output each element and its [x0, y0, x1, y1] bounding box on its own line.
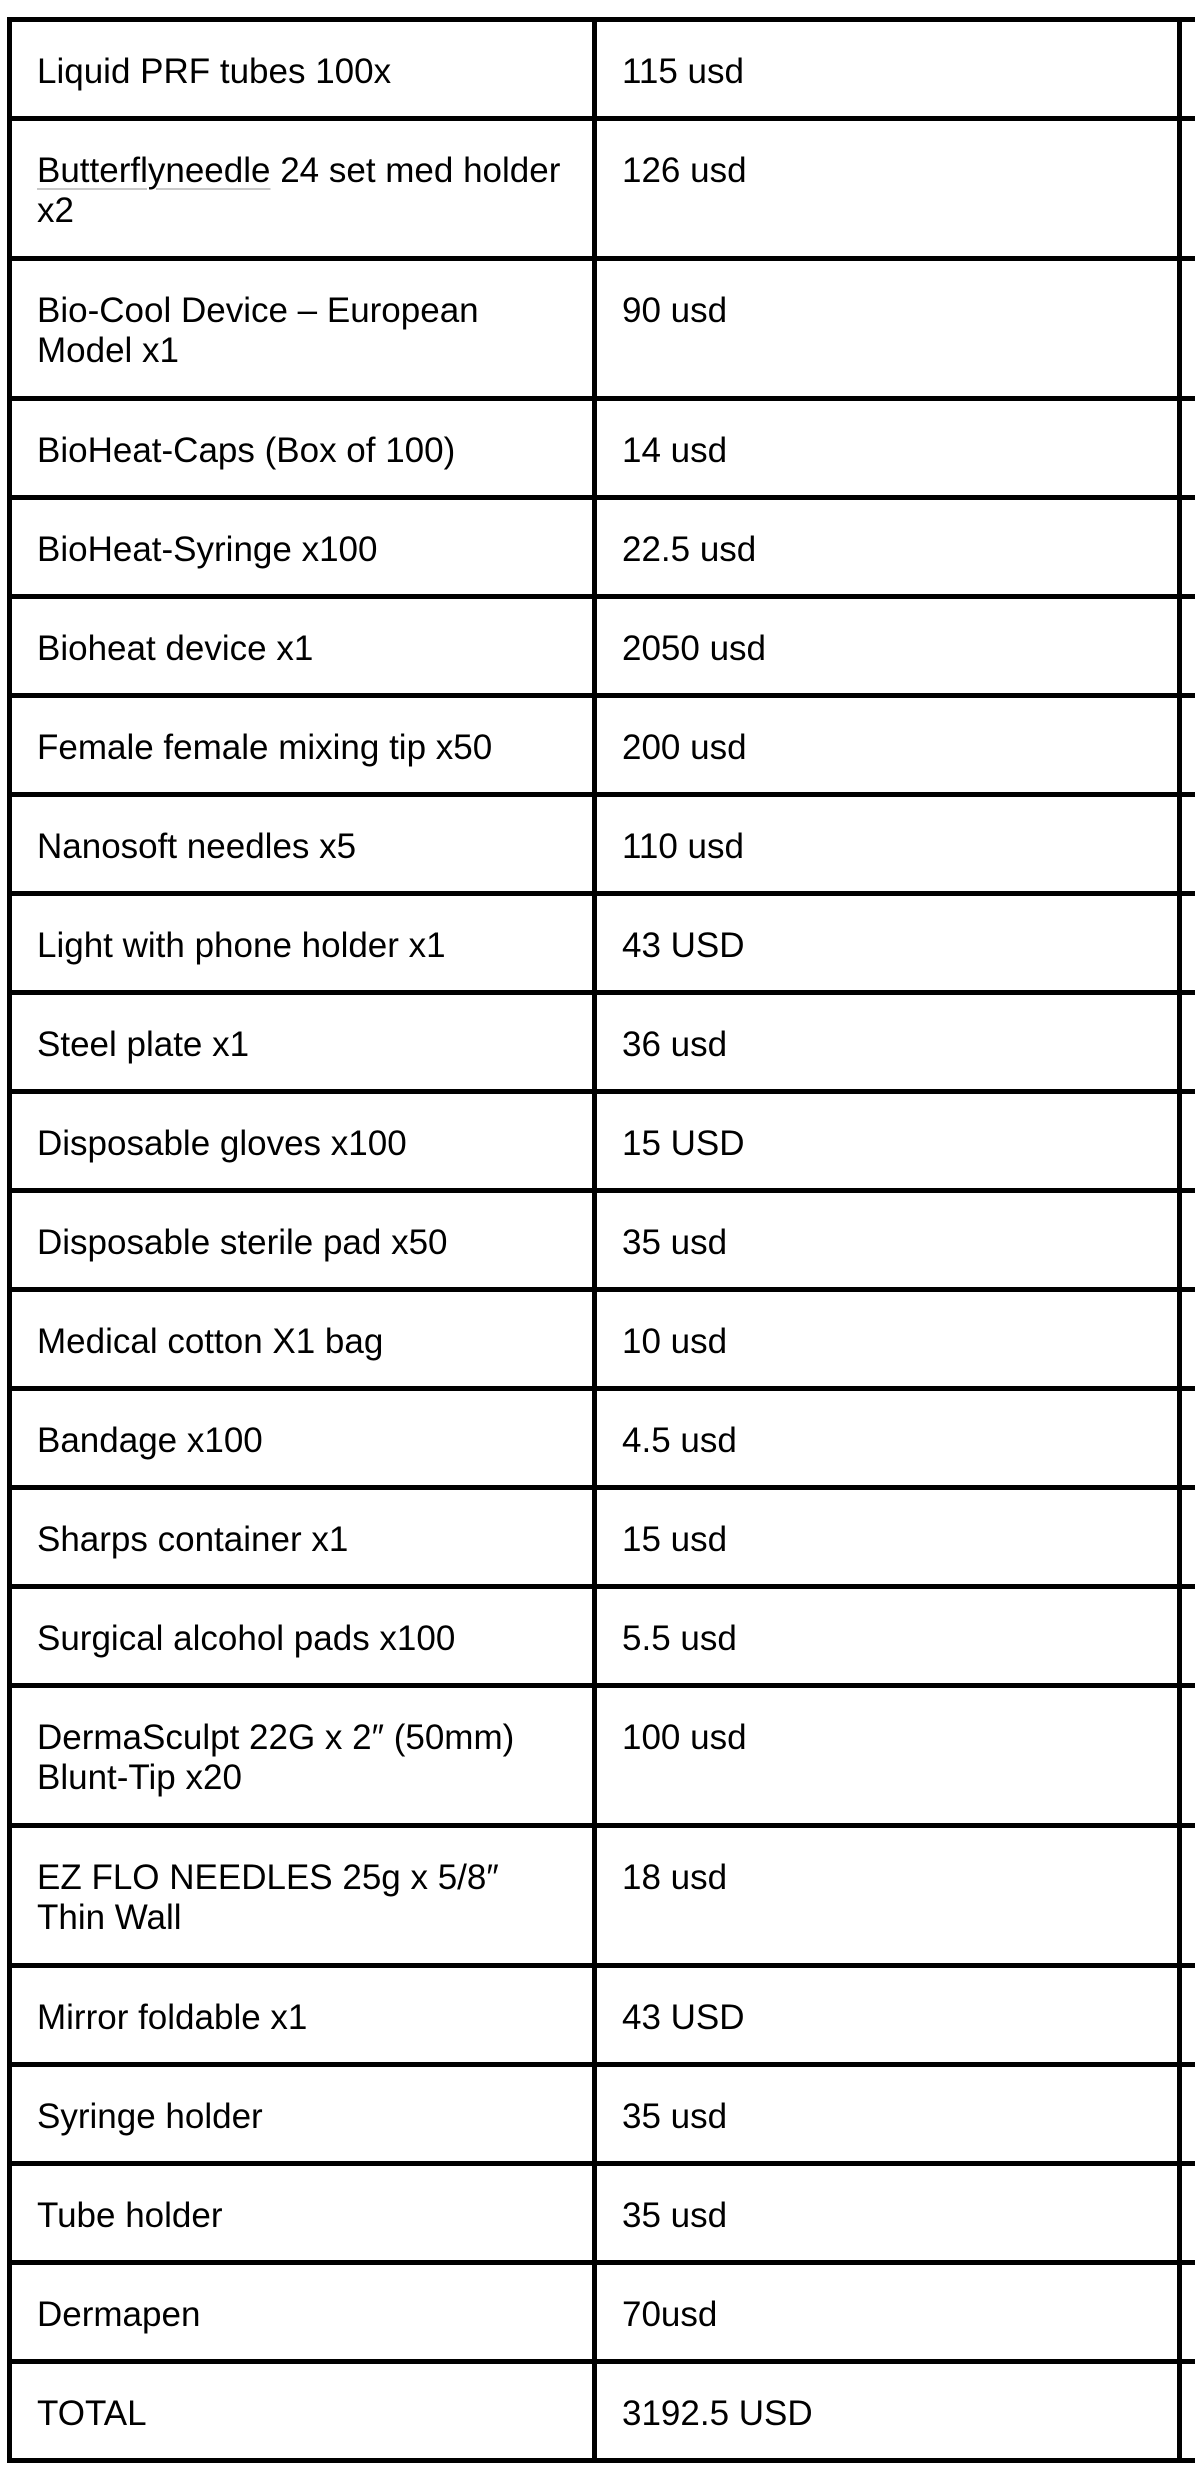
price-cell: 18 usd — [595, 1826, 1180, 1966]
extra-cell — [1180, 993, 1195, 1092]
extra-cell — [1180, 894, 1195, 993]
spell-flagged-word: Butterflyneedle — [37, 151, 271, 190]
item-name-cell: Female female mixing tip x50 — [10, 696, 595, 795]
price-cell: 43 USD — [595, 894, 1180, 993]
table-row — [10, 993, 1195, 1092]
table-row — [10, 1290, 1195, 1389]
item-name-cell: Surgical alcohol pads x100 — [10, 1587, 595, 1686]
price-cell: 35 usd — [595, 1191, 1180, 1290]
item-name-cell: Steel plate x1 — [10, 993, 595, 1092]
price-cell: 15 usd — [595, 1488, 1180, 1587]
table-row — [10, 1826, 1195, 1966]
extra-cell — [1180, 2263, 1195, 2362]
item-name-cell: DermaSculpt 22G x 2″ (50mm) Blunt-Tip x20 — [10, 1686, 595, 1826]
price-cell: 14 usd — [595, 399, 1180, 498]
item-name-cell — [10, 119, 595, 259]
item-name-cell: Nanosoft needles x5 — [10, 795, 595, 894]
item-name-cell: Bio-Cool Device – European Model x1 — [10, 259, 595, 399]
extra-cell — [1180, 597, 1195, 696]
item-name-cell: Disposable gloves x100 — [10, 1092, 595, 1191]
item-name-cell: Bioheat device x1 — [10, 597, 595, 696]
table-row — [10, 1966, 1195, 2065]
price-cell: 200 usd — [595, 696, 1180, 795]
price-cell: 15 USD — [595, 1092, 1180, 1191]
table-row — [10, 1587, 1195, 1686]
table-row — [10, 2164, 1195, 2263]
price-cell: 43 USD — [595, 1966, 1180, 2065]
extra-cell — [1180, 1587, 1195, 1686]
table-row — [10, 259, 1195, 399]
extra-cell — [1180, 20, 1195, 119]
price-cell: 70usd — [595, 2263, 1180, 2362]
item-name-cell: Dermapen — [10, 2263, 595, 2362]
item-name-cell: Mirror foldable x1 — [10, 1966, 595, 2065]
item-name-cell: Light with phone holder x1 — [10, 894, 595, 993]
price-cell: 4.5 usd — [595, 1389, 1180, 1488]
price-cell: 2050 usd — [595, 597, 1180, 696]
item-name-rest: 24 set med holder x2 — [37, 151, 561, 230]
price-table — [7, 17, 1195, 2463]
extra-cell — [1180, 696, 1195, 795]
total-row — [10, 2362, 1195, 2461]
table-row — [10, 399, 1195, 498]
extra-cell — [1180, 1966, 1195, 2065]
table-row — [10, 696, 1195, 795]
item-name-cell: Disposable sterile pad x50 — [10, 1191, 595, 1290]
extra-cell — [1180, 2065, 1195, 2164]
extra-cell — [1180, 1826, 1195, 1966]
extra-cell — [1180, 795, 1195, 894]
table-row — [10, 894, 1195, 993]
table-row — [10, 795, 1195, 894]
item-name-cell: Liquid PRF tubes 100x — [10, 20, 595, 119]
item-name-cell: Bandage x100 — [10, 1389, 595, 1488]
price-cell: 90 usd — [595, 259, 1180, 399]
extra-cell — [1180, 1389, 1195, 1488]
item-name-cell: Medical cotton X1 bag — [10, 1290, 595, 1389]
table-row — [10, 20, 1195, 119]
extra-cell — [1180, 399, 1195, 498]
item-name-cell: BioHeat-Syringe x100 — [10, 498, 595, 597]
table-row — [10, 498, 1195, 597]
extra-cell — [1180, 259, 1195, 399]
price-cell: 10 usd — [595, 1290, 1180, 1389]
item-name-cell: EZ FLO NEEDLES 25g x 5/8″ Thin Wall — [10, 1826, 595, 1966]
item-name-cell: Syringe holder — [10, 2065, 595, 2164]
table-row — [10, 1389, 1195, 1488]
price-cell: 126 usd — [595, 119, 1180, 259]
item-name-cell: Sharps container x1 — [10, 1488, 595, 1587]
extra-cell — [1180, 2362, 1195, 2461]
price-cell: 36 usd — [595, 993, 1180, 1092]
extra-cell — [1180, 1092, 1195, 1191]
table-row — [10, 597, 1195, 696]
extra-cell — [1180, 2164, 1195, 2263]
price-cell: 115 usd — [595, 20, 1180, 119]
price-cell: 100 usd — [595, 1686, 1180, 1826]
table-row — [10, 2065, 1195, 2164]
extra-cell — [1180, 1488, 1195, 1587]
total-value: 3192.5 USD — [595, 2362, 1180, 2461]
price-cell: 22.5 usd — [595, 498, 1180, 597]
item-name-cell: BioHeat-Caps (Box of 100) — [10, 399, 595, 498]
table-row — [10, 1092, 1195, 1191]
extra-cell — [1180, 1191, 1195, 1290]
total-label: TOTAL — [10, 2362, 595, 2461]
extra-cell — [1180, 1686, 1195, 1826]
table-row — [10, 1488, 1195, 1587]
price-cell: 35 usd — [595, 2164, 1180, 2263]
table-row — [10, 119, 1195, 259]
table-row — [10, 2263, 1195, 2362]
price-cell: 5.5 usd — [595, 1587, 1180, 1686]
extra-cell — [1180, 1290, 1195, 1389]
price-cell: 35 usd — [595, 2065, 1180, 2164]
item-name-cell: Tube holder — [10, 2164, 595, 2263]
table-row — [10, 1191, 1195, 1290]
price-cell: 110 usd — [595, 795, 1180, 894]
extra-cell — [1180, 498, 1195, 597]
table-row — [10, 1686, 1195, 1826]
extra-cell — [1180, 119, 1195, 259]
